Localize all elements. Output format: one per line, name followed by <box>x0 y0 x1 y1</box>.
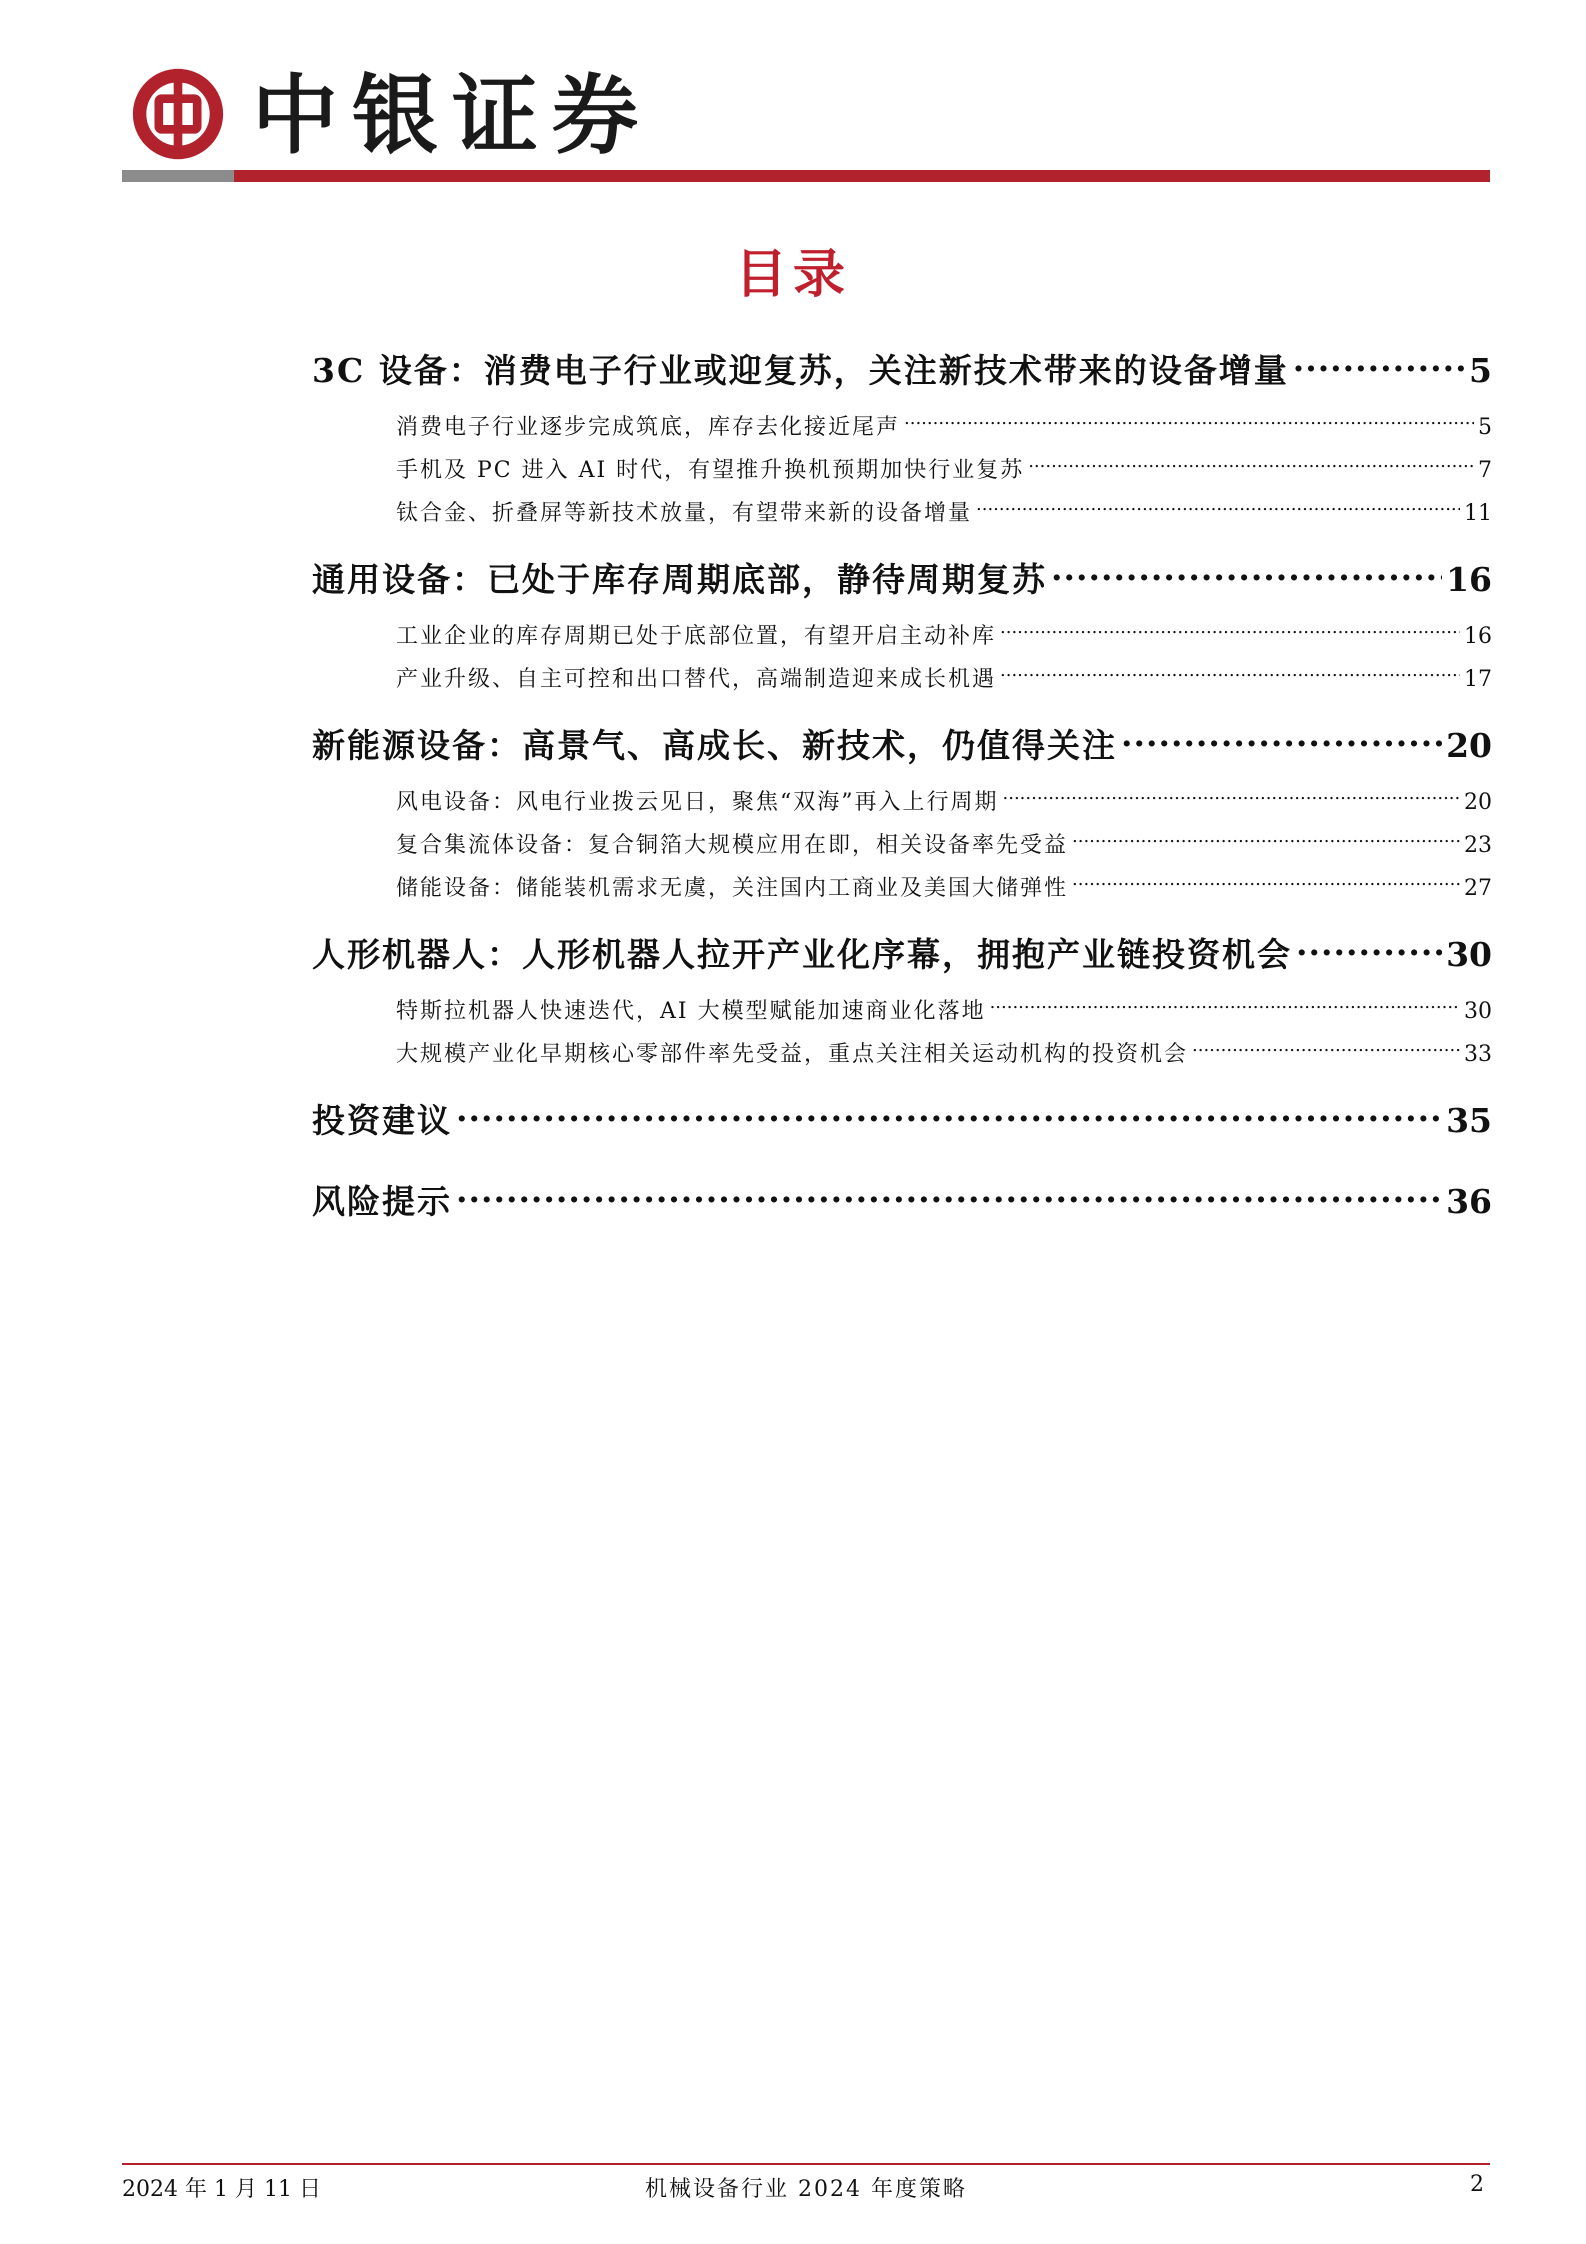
toc-page-number: 17 <box>1464 667 1492 692</box>
toc-section-label: 3C 设备：消费电子行业或迎复苏，关注新技术带来的设备增量 <box>312 351 1289 390</box>
toc-leader-dots <box>1028 447 1474 477</box>
toc-subsection-label: 产业升级、自主可控和出口替代，高端制造迎来成长机遇 <box>396 667 997 692</box>
toc-section-label: 风险提示 <box>312 1182 452 1221</box>
toc-section-entry[interactable] <box>312 922 1492 974</box>
toc-page-number: 30 <box>1446 935 1492 974</box>
toc-subsection-entry[interactable] <box>312 865 1492 901</box>
toc-subsection-label: 手机及 PC 进入 AI 时代，有望推升换机预期加快行业复苏 <box>396 458 1025 483</box>
page-header <box>122 58 1490 186</box>
toc-subsection-entry[interactable] <box>312 1031 1492 1067</box>
page-footer <box>122 2172 1490 2204</box>
toc-title: 目录 <box>734 245 851 305</box>
toc-subsection-label: 储能设备：储能装机需求无虞，关注国内工商业及美国大储弹性 <box>396 876 1069 901</box>
toc-section-label: 通用设备：已处于库存周期底部，静待周期复苏 <box>312 560 1047 599</box>
table-of-contents <box>312 330 1492 1221</box>
toc-page-number: 5 <box>1469 351 1492 390</box>
toc-section-entry[interactable] <box>312 713 1492 765</box>
toc-leader-dots <box>1051 547 1442 591</box>
toc-subsection-label: 风电设备：风电行业拨云见日，聚焦“双海”再入上行周期 <box>396 790 999 815</box>
toc-subsection-entry[interactable] <box>312 988 1492 1024</box>
toc-section-entry[interactable] <box>312 547 1492 599</box>
toc-subsection-entry[interactable] <box>312 404 1492 440</box>
toc-subsection-entry[interactable] <box>312 779 1492 815</box>
toc-leader-dots <box>1072 865 1460 895</box>
toc-page-number: 36 <box>1446 1182 1492 1221</box>
toc-subsection-entry[interactable] <box>312 447 1492 483</box>
toc-leader-dots <box>1192 1031 1460 1061</box>
toc-leader-dots <box>1293 338 1465 382</box>
toc-leader-dots <box>456 1088 1442 1132</box>
toc-leader-dots <box>1003 779 1461 809</box>
toc-page-number: 11 <box>1464 501 1492 526</box>
toc-subsection-entry[interactable] <box>312 613 1492 649</box>
toc-page-number: 20 <box>1446 726 1492 765</box>
toc-page-number: 16 <box>1446 560 1492 599</box>
footer-page-number: 2 <box>1470 2172 1484 2197</box>
toc-page-number: 7 <box>1478 458 1492 483</box>
footer-divider <box>122 2163 1490 2165</box>
toc-subsection-label: 消费电子行业逐步完成筑底，库存去化接近尾声 <box>396 415 901 440</box>
brand-name: 中银证券 <box>252 66 652 166</box>
toc-leader-dots <box>1296 922 1442 966</box>
header-bar-red <box>234 170 1490 182</box>
toc-subsection-label: 钛合金、折叠屏等新技术放量，有望带来新的设备增量 <box>396 501 973 526</box>
toc-page-number: 16 <box>1464 624 1492 649</box>
toc-leader-dots <box>904 404 1474 434</box>
footer-date: 2024 年 1 月 11 日 <box>122 2177 321 2202</box>
toc-section-entry[interactable] <box>312 338 1492 390</box>
toc-subsection-entry[interactable] <box>312 656 1492 692</box>
toc-subsection-label: 复合集流体设备：复合铜箔大规模应用在即，相关设备率先受益 <box>396 833 1069 858</box>
toc-section-label: 投资建议 <box>312 1101 452 1140</box>
toc-subsection-label: 工业企业的库存周期已处于底部位置，有望开启主动补库 <box>396 624 997 649</box>
bank-of-china-logo-icon <box>130 66 226 162</box>
toc-leader-dots <box>456 1169 1442 1213</box>
toc-leader-dots <box>990 988 1460 1018</box>
toc-page-number: 5 <box>1478 415 1492 440</box>
toc-subsection-label: 特斯拉机器人快速迭代，AI 大模型赋能加速商业化落地 <box>396 999 986 1024</box>
toc-page-number: 30 <box>1464 999 1492 1024</box>
toc-section-entry[interactable] <box>312 1169 1492 1221</box>
toc-section-entry[interactable] <box>312 1088 1492 1140</box>
toc-leader-dots <box>1000 613 1460 643</box>
toc-leader-dots <box>976 490 1460 520</box>
toc-leader-dots <box>1000 656 1460 686</box>
toc-section-label: 新能源设备：高景气、高成长、新技术，仍值得关注 <box>312 726 1117 765</box>
toc-page-number: 33 <box>1464 1042 1492 1067</box>
toc-page-number: 20 <box>1464 790 1492 815</box>
toc-page-number: 35 <box>1446 1101 1492 1140</box>
header-bar-gray <box>122 170 234 182</box>
footer-report-title: 机械设备行业 2024 年度策略 <box>645 2177 967 2202</box>
toc-page-number: 23 <box>1464 833 1492 858</box>
toc-subsection-entry[interactable] <box>312 490 1492 526</box>
toc-section-label: 人形机器人：人形机器人拉开产业化序幕，拥抱产业链投资机会 <box>312 935 1292 974</box>
toc-leader-dots <box>1121 713 1442 757</box>
toc-leader-dots <box>1072 822 1460 852</box>
toc-subsection-entry[interactable] <box>312 822 1492 858</box>
toc-page-number: 27 <box>1464 876 1492 901</box>
toc-subsection-label: 大规模产业化早期核心零部件率先受益，重点关注相关运动机构的投资机会 <box>396 1042 1189 1067</box>
